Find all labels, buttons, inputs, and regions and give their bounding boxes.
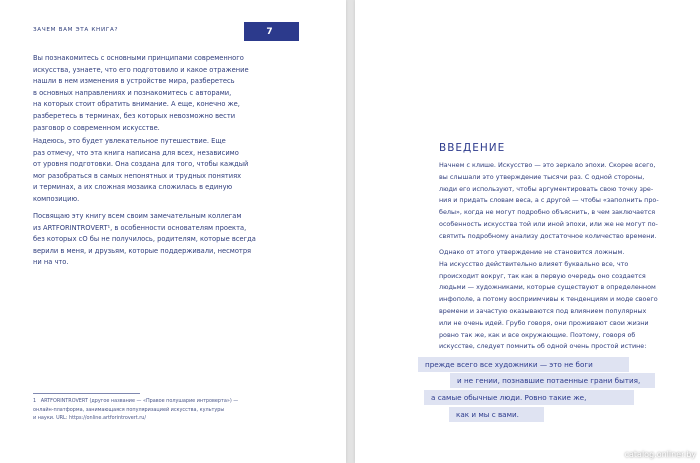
introduction-paragraph-2: Однако от этого утверждение не становится ложным. На искусство действительно влияет буквально все, что происходит вокруг, так как в первую очередь оно создается людьми — художниками, которые существуют в определенном инфополе, а потому восприимчивы к тенденциям и моде своего времени и зачастую оказываются под влиянием популярных или не очень идей. Грубо говоря, они проживают свои жизни ровно так же, как и все окружающие. Поэтому, говоря об искусстве, следует помнить об одной очень простой истине: bbox=[439, 248, 658, 351]
footnote: 1 ARTFORINTROVERT (другое название — «Правое полушарие интроверта») — онлайн-платформа, занимающаяся популяризацией искусства, культуры и науки. URL: https://online.artforintrovert.ru/ bbox=[33, 398, 239, 422]
section-title: ВВЕДЕНИЕ bbox=[439, 142, 506, 154]
dedication-paragraph: Посвящаю эту книгу всем своим замечательным коллегам из ARTFORINTROVERT¹, в особенности основателям проекта, без которых сО бы не получилось, родителям, которые всегда верили в меня, и друзьям, которые поддерживали, несмотря ни на что. bbox=[33, 212, 256, 267]
page-number: 7 bbox=[266, 26, 273, 37]
introduction-paragraph-1: Начнем с клише. Искусство — это зеркало эпохи. Скорее всего, вы слышали это утверждение тысячи раз. С одной стороны, люди его используют, чтобы аргументировать свою точку зре- ния и придать словам веса, а с другой — чтобы «заполнить про- белы», когда не могут подробно объяснить, в чем заключается особенность искусства той или иной эпохи, или же не могут по- святить подробному анализу достаточное количество времени. bbox=[439, 161, 659, 240]
intro-paragraph-1: Вы познакомитесь с основными принципами современного искусства, узнаете, что его подготовило и какое отражение нашли в нем изменения в устройстве мира, разберетесь в основных направлениях и познакомитесь с авторами, на которых стоит обратить внимание. А еще, конечно же, разберетесь в терминах, без которых невозможно вести разговор о современном искусстве. bbox=[33, 54, 249, 132]
page-number-badge bbox=[244, 22, 299, 41]
left-page bbox=[0, 0, 346, 463]
pull-quote-line: а самые обычные люди. Ровно такие же, bbox=[424, 390, 634, 405]
intro-paragraph-2: Надеюсь, это будет увлекательное путешествие. Еще раз отмечу, что эта книга написана для всех, независимо от уровня подготовки. Она создана для того, чтобы каждый мог разобраться в самых непонятных и трудных понятиях и терминах, а их сложная мозаика сложилась в единую композицию. bbox=[33, 137, 249, 203]
pull-quote-line: прежде всего все художники — это не боги bbox=[418, 357, 629, 372]
pull-quote-line: как и мы с вами. bbox=[449, 407, 544, 422]
footnote-divider bbox=[33, 393, 140, 394]
running-header: ЗАЧЕМ ВАМ ЭТА КНИГА? bbox=[33, 27, 119, 33]
pull-quote-line: и не гении, познавшие потаенные грани бытия, bbox=[450, 373, 655, 388]
watermark: catalog.onliner.by bbox=[624, 450, 696, 459]
